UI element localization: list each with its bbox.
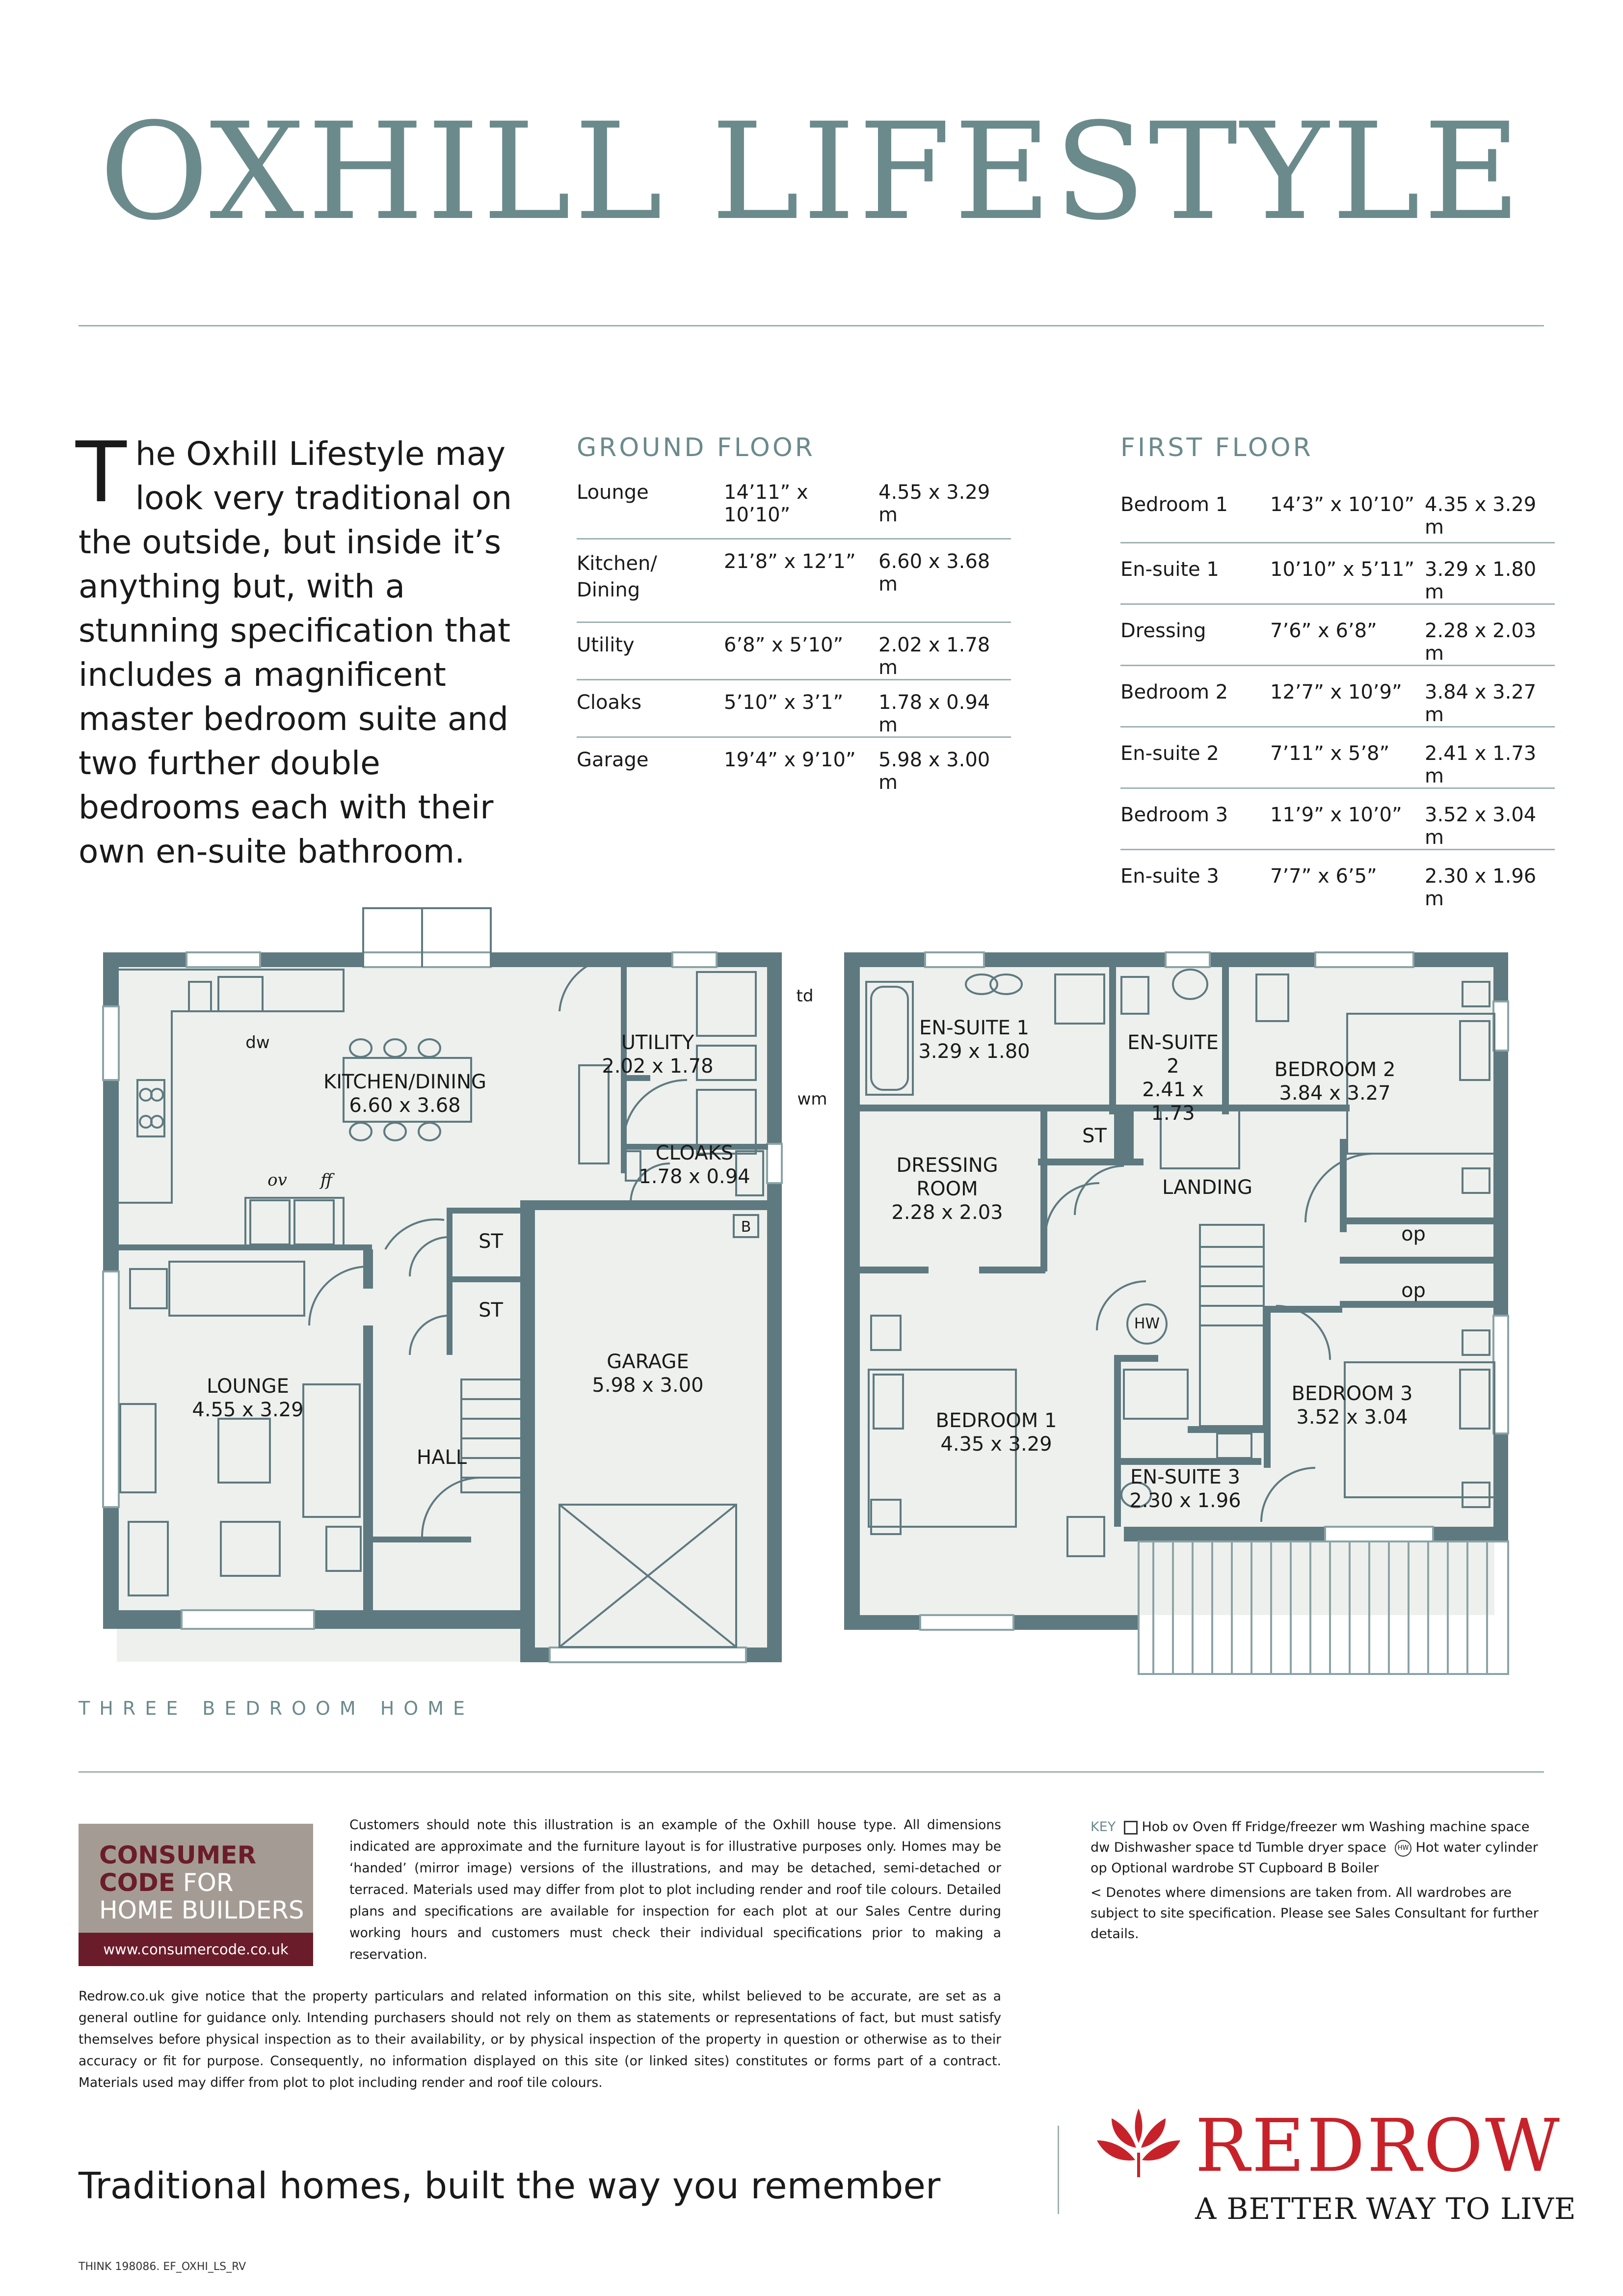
room-dim: 4.35 x 3.29	[940, 1433, 1052, 1456]
room-label: GARAGE	[607, 1351, 689, 1373]
ground-floor-heading: GROUND FLOOR	[577, 433, 815, 462]
label-hall: HALL	[416, 1446, 467, 1469]
label-op-2: op	[1401, 1279, 1426, 1302]
room-imperial: 7’11” x 5’8”	[1270, 742, 1390, 765]
room-name: Bedroom 3	[1120, 803, 1228, 826]
footer-reference: THINK 198086. EF_OXHI_LS_RV	[79, 2261, 246, 2273]
footer-vertical-divider	[1058, 2126, 1059, 2214]
label-kitchen	[321, 1070, 488, 1117]
key-legend	[1091, 1817, 1552, 1945]
key-line3: op Optional wardrobe ST Cupboard B Boiler	[1091, 1861, 1379, 1876]
label-ff: ff	[320, 1170, 333, 1190]
middle-divider	[79, 1771, 1544, 1773]
label-st-2: ST	[479, 1299, 503, 1322]
room-dim: 3.29 x 1.80	[918, 1040, 1030, 1063]
ground-floor-plan	[103, 908, 782, 1662]
room-label: BEDROOM 3	[1291, 1382, 1413, 1405]
room-label: LOUNGE	[207, 1375, 289, 1398]
room-metric: 4.35 x 3.29 m	[1425, 493, 1537, 539]
intro-text: he Oxhill Lifestyle may look very traditional on the outside, but inside it’s anything but, with a stunning specification that includes a magnificent master bedroom suite and two further double bedrooms each with their own en-suite bathroom.	[79, 435, 512, 870]
cc-line2b: FOR	[175, 1868, 234, 1897]
label-dressing	[883, 1154, 1011, 1224]
label-cloaks	[638, 1141, 751, 1189]
room-name: Utility	[577, 633, 635, 656]
room-name: Kitchen/ Dining	[577, 552, 657, 601]
room-imperial: 14’3” x 10’10”	[1270, 493, 1415, 516]
room-imperial: 11’9” x 10’0”	[1270, 803, 1402, 826]
room-metric: 3.84 x 3.27 m	[1425, 680, 1537, 726]
room-label: ROOM	[916, 1178, 978, 1200]
hw-cylinder-icon: HW	[1395, 1840, 1411, 1857]
label-garage	[584, 1350, 712, 1397]
label-st-1: ST	[479, 1230, 503, 1253]
label-td: td	[796, 986, 814, 1006]
room-label: EN-SUITE 2	[1127, 1031, 1219, 1078]
room-name: Bedroom 2	[1120, 680, 1228, 703]
label-st-first: ST	[1082, 1125, 1107, 1147]
room-name: En-suite 2	[1120, 742, 1219, 765]
cc-line1: CONSUMER	[99, 1841, 257, 1869]
room-metric: 2.02 x 1.78 m	[878, 633, 990, 679]
room-name: Dressing	[1120, 619, 1206, 642]
room-metric: 3.29 x 1.80 m	[1425, 558, 1537, 603]
cc-line2a: CODE	[99, 1868, 175, 1897]
room-imperial: 12’7” x 10’9”	[1270, 680, 1402, 703]
label-ensuite2	[1121, 1031, 1224, 1125]
room-name: En-suite 1	[1120, 558, 1219, 581]
room-label: KITCHEN/DINING	[323, 1071, 487, 1093]
room-label: CLOAKS	[655, 1142, 734, 1164]
label-bedroom1	[932, 1409, 1060, 1456]
room-metric: 4.55 x 3.29 m	[878, 481, 990, 526]
room-metric: 2.41 x 1.73 m	[1425, 742, 1537, 787]
room-dim: 1.78 x 0.94	[639, 1165, 750, 1188]
room-label: BEDROOM 2	[1274, 1058, 1396, 1081]
room-dim: 2.30 x 1.96	[1129, 1489, 1241, 1512]
key-line2: dw Dishwasher space td Tumble dryer space	[1091, 1840, 1386, 1855]
label-lounge	[186, 1375, 309, 1422]
brand-slogan: A BETTER WAY TO LIVE	[1195, 2192, 1576, 2226]
room-metric: 3.52 x 3.04 m	[1425, 803, 1537, 849]
room-imperial: 10’10” x 5’11”	[1270, 558, 1415, 581]
consumer-code-text	[99, 1841, 304, 1924]
room-imperial: 7’7” x 6’5”	[1270, 864, 1377, 888]
label-landing: LANDING	[1162, 1176, 1252, 1199]
page-title: OXHILL LIFESTYLE	[99, 95, 1524, 250]
label-ensuite3	[1124, 1465, 1247, 1513]
room-metric: 6.60 x 3.68 m	[878, 550, 990, 595]
hw-cylinder: HW	[1126, 1303, 1168, 1345]
tagline: Traditional homes, built the way you remember	[79, 2165, 941, 2207]
room-dim: 4.55 x 3.29	[192, 1399, 304, 1421]
room-metric: 1.78 x 0.94 m	[878, 691, 990, 736]
label-ensuite1	[913, 1016, 1036, 1063]
room-name: Bedroom 1	[1120, 493, 1228, 516]
drop-cap: T	[76, 424, 127, 521]
consumer-code-url[interactable]: www.consumercode.co.uk	[79, 1933, 313, 1966]
room-dim: 6.60 x 3.68	[349, 1094, 461, 1117]
key-line2b: Hot water cylinder	[1415, 1840, 1538, 1855]
brand-name: REDROW	[1195, 2104, 1562, 2188]
label-wm: wm	[797, 1089, 827, 1109]
room-imperial: 6’8” x 5’10”	[724, 633, 844, 656]
redrow-notice: Redrow.co.uk give notice that the property particulars and related information on this site, whilst believed to be accurate, are set as a general outline for guidance only. Intending purchasers should not rely on them as statements or representations of fact, but must satisfy themselves before physical inspection as to their availability, or by physical inspection of the property in question or otherwise as to their accuracy or fit for purpose. Consequently, no information displayed on this site (or linked sites) constitutes or forms part of a contract. Materials used may differ from plot to plot including render and roof tile colours.	[79, 1989, 1001, 2090]
room-dim: 2.41 x 1.73	[1142, 1079, 1204, 1125]
room-imperial: 21’8” x 12’1”	[724, 550, 856, 573]
room-label: EN-SUITE 3	[1130, 1466, 1240, 1488]
label-ov: ov	[267, 1170, 287, 1190]
label-utility	[596, 1031, 719, 1078]
hob-icon	[1124, 1821, 1138, 1835]
room-name: En-suite 3	[1120, 864, 1219, 888]
room-label: BEDROOM 1	[935, 1409, 1057, 1432]
room-imperial: 5’10” x 3’1”	[724, 691, 844, 714]
label-dw: dw	[245, 1033, 270, 1053]
room-metric: 2.30 x 1.96 m	[1425, 864, 1537, 910]
cc-line3: HOME BUILDERS	[99, 1896, 304, 1924]
redrow-flower-icon	[1092, 2099, 1185, 2177]
label-bedroom2	[1271, 1058, 1399, 1105]
consumer-code-logo	[79, 1824, 313, 1966]
disclaimer-text: Customers should note this illustration is an example of the Oxhill house type. All dimensions indicated are approximate and the furniture layout is for illustrative purposes only. Homes may be ‘handed’ (mirror image) versions of the illustrations, and may be detached, semi-detached or terraced. Materials used may differ from plot to plot including render and roof tile colours. Detailed plans and specifications are available for inspection for each plot at our Sales Centre during working hours and customers must check their individual specifications prior to making a reservation.	[349, 1817, 1001, 1962]
room-dim: 5.98 x 3.00	[592, 1374, 704, 1397]
home-type-subtitle: THREE BEDROOM HOME	[79, 1698, 474, 1719]
room-label: EN-SUITE 1	[919, 1017, 1029, 1039]
room-metric: 5.98 x 3.00 m	[878, 748, 990, 794]
room-dim: 3.84 x 3.27	[1279, 1082, 1391, 1105]
room-dim: 2.28 x 2.03	[891, 1201, 1003, 1224]
room-dim: 3.52 x 3.04	[1296, 1406, 1408, 1429]
room-name: Garage	[577, 748, 649, 771]
room-name: Cloaks	[577, 691, 642, 714]
room-imperial: 19’4” x 9’10”	[724, 748, 856, 771]
key-line1: Hob ov Oven ff Fridge/freezer wm Washing machine space	[1142, 1819, 1530, 1835]
first-floor-heading: FIRST FLOOR	[1120, 433, 1313, 462]
label-op-1: op	[1401, 1223, 1426, 1245]
key-note: < Denotes where dimensions are taken from. All wardrobes are subject to site specification. Please see Sales Consultant for further details.	[1091, 1885, 1539, 1942]
room-imperial: 7’6” x 6’8”	[1270, 619, 1377, 642]
label-boiler: B	[741, 1218, 751, 1236]
room-metric: 2.28 x 2.03 m	[1425, 619, 1537, 665]
room-name: Lounge	[577, 481, 649, 504]
room-label: UTILITY	[621, 1031, 694, 1054]
label-bedroom3	[1286, 1382, 1418, 1429]
key-label: KEY	[1091, 1819, 1116, 1835]
room-dim: 2.02 x 1.78	[602, 1055, 714, 1078]
room-imperial: 14’11” x 10’10”	[724, 481, 808, 526]
room-label: DRESSING	[896, 1154, 998, 1177]
